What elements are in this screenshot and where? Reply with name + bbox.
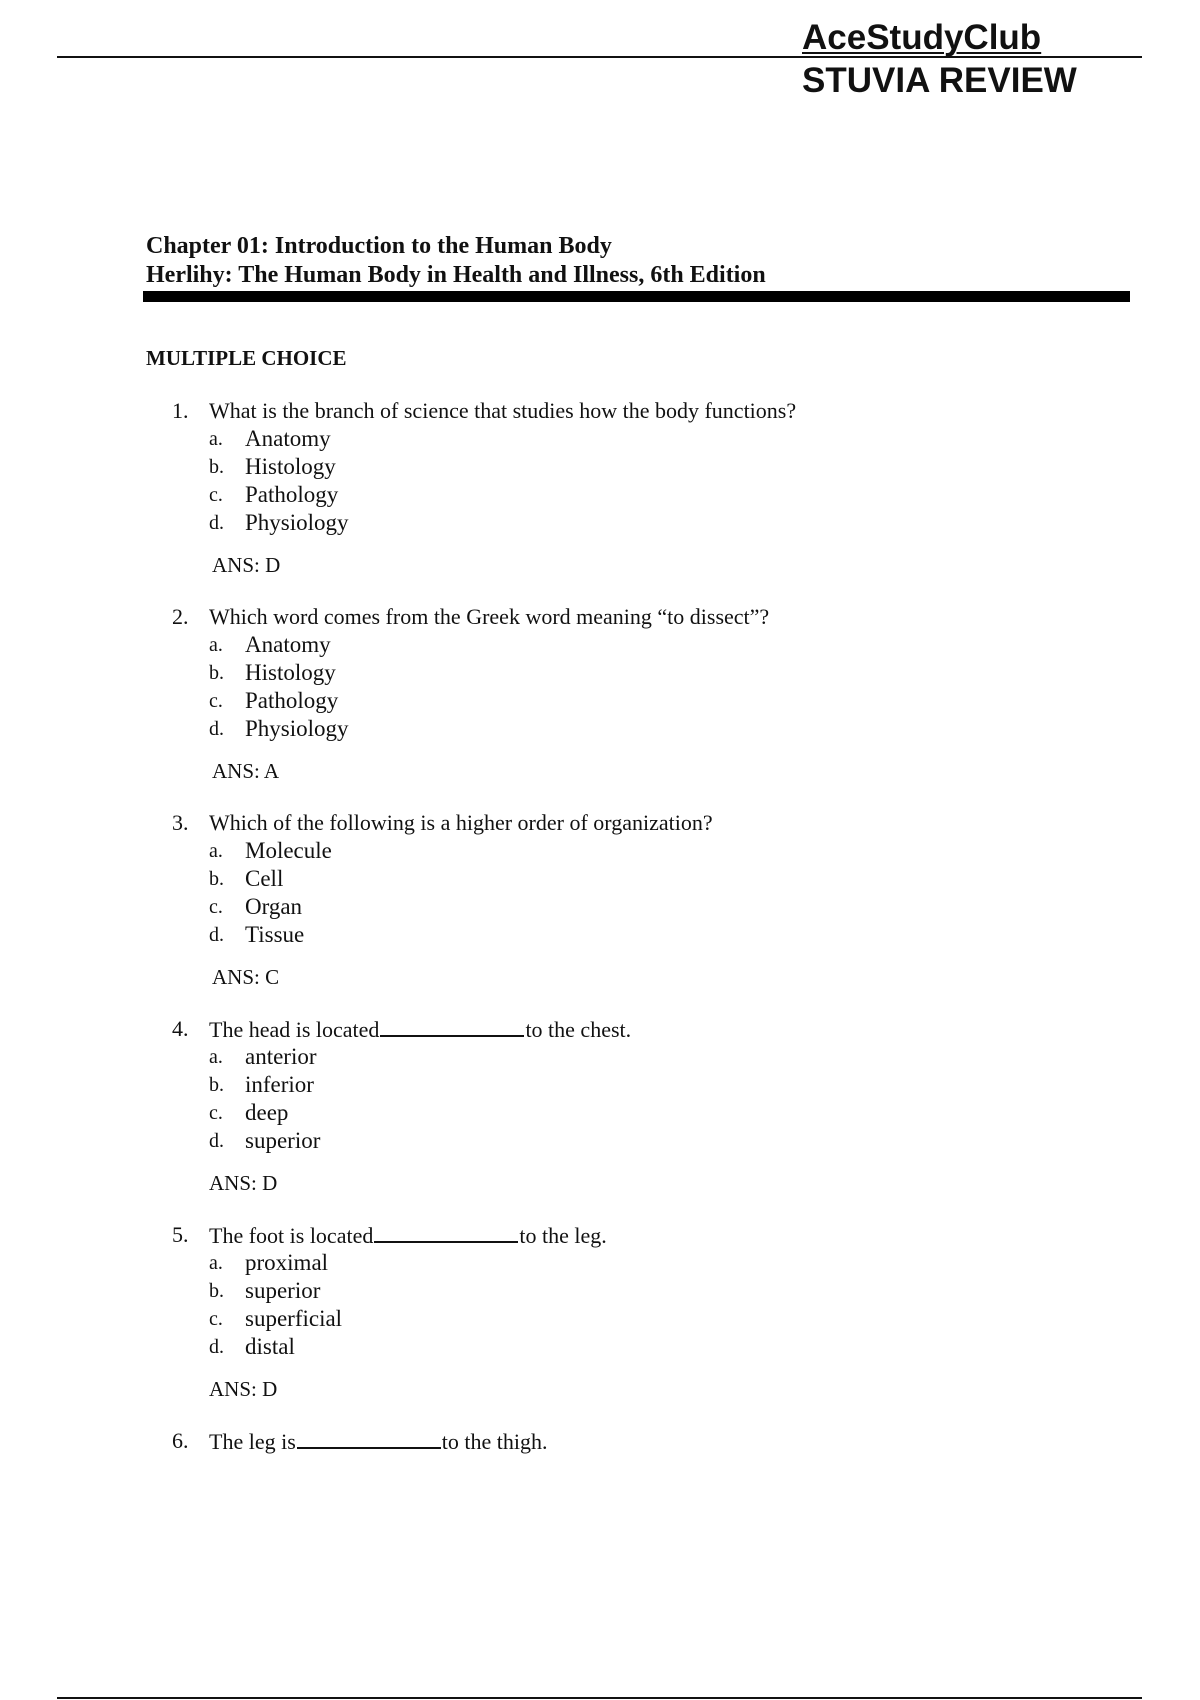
option-text: Pathology <box>245 688 339 713</box>
option-b <box>172 865 1072 893</box>
option-c <box>172 1099 1072 1127</box>
question-text-after: to the leg. <box>519 1223 607 1248</box>
question-stem <box>172 809 1072 837</box>
option-b <box>172 1277 1072 1305</box>
option-letter: b. <box>209 662 224 684</box>
option-letter: d. <box>209 924 224 946</box>
option-text: superior <box>245 1278 321 1303</box>
brand-name: AceStudyClub <box>802 18 1042 57</box>
option-d <box>172 1127 1072 1155</box>
bottom-rule <box>57 1697 1142 1699</box>
option-d <box>172 715 1072 743</box>
option-a <box>172 1043 1072 1071</box>
option-letter: c. <box>209 690 223 712</box>
answer-options <box>172 837 1072 949</box>
answer-options <box>172 1043 1072 1155</box>
question-number: 5. <box>172 1222 189 1247</box>
option-letter: b. <box>209 1074 224 1096</box>
option-letter: d. <box>209 1336 224 1358</box>
brand-subtitle: STUVIA REVIEW <box>802 61 1077 100</box>
question-4 <box>172 1015 1072 1197</box>
option-text: Cell <box>245 866 284 891</box>
question-1 <box>172 397 1072 579</box>
option-b <box>172 1071 1072 1099</box>
question-text-before: The head is located <box>209 1017 380 1042</box>
question-text-before: The leg is <box>209 1429 296 1454</box>
question-number: 4. <box>172 1016 189 1041</box>
option-letter: a. <box>209 428 223 450</box>
book-title: Herlihy: The Human Body in Health and Illness, 6th Edition <box>146 262 766 288</box>
answer-text: ANS: D <box>209 1171 278 1195</box>
answer-options <box>172 1249 1072 1361</box>
answer-options <box>172 425 1072 537</box>
answer-text: ANS: A <box>212 759 280 783</box>
option-a <box>172 837 1072 865</box>
option-letter: c. <box>209 1308 223 1330</box>
option-letter: c. <box>209 896 223 918</box>
option-d <box>172 1333 1072 1361</box>
question-text <box>209 1427 547 1456</box>
option-letter: d. <box>209 718 224 740</box>
answer-text: ANS: D <box>209 1377 278 1401</box>
option-c <box>172 481 1072 509</box>
option-c <box>172 687 1072 715</box>
option-text: anterior <box>245 1044 317 1069</box>
option-letter: d. <box>209 1130 224 1152</box>
option-text: Anatomy <box>245 632 331 657</box>
answer-text: ANS: D <box>212 553 281 577</box>
question-text <box>209 1015 631 1044</box>
answer-key <box>172 551 1072 579</box>
question-3 <box>172 809 1072 991</box>
option-text: Physiology <box>245 716 349 741</box>
option-c <box>172 1305 1072 1333</box>
option-text: Anatomy <box>245 426 331 451</box>
answer-key <box>172 757 1072 785</box>
option-d <box>172 509 1072 537</box>
question-number: 1. <box>172 398 189 423</box>
option-letter: d. <box>209 512 224 534</box>
option-b <box>172 659 1072 687</box>
question-2 <box>172 603 1072 785</box>
brand-block <box>802 20 1077 98</box>
option-d <box>172 921 1072 949</box>
question-text <box>209 1221 607 1250</box>
option-a <box>172 425 1072 453</box>
option-a <box>172 631 1072 659</box>
question-stem <box>172 603 1072 631</box>
question-text-before: The foot is located <box>209 1223 374 1248</box>
question-5 <box>172 1221 1072 1403</box>
option-text: Tissue <box>245 922 305 947</box>
fill-in-blank <box>297 1427 441 1449</box>
document-heading <box>146 232 1130 290</box>
option-a <box>172 1249 1072 1277</box>
option-text: superior <box>245 1128 321 1153</box>
answer-text: ANS: C <box>212 965 280 989</box>
option-letter: a. <box>209 840 223 862</box>
option-c <box>172 893 1072 921</box>
option-letter: a. <box>209 634 223 656</box>
question-number: 2. <box>172 604 189 629</box>
option-text: Molecule <box>245 838 332 863</box>
option-letter: b. <box>209 868 224 890</box>
option-text: deep <box>245 1100 289 1125</box>
question-text: What is the branch of science that studies how the body functions? <box>209 398 797 423</box>
answer-key <box>172 1169 1072 1197</box>
option-text: inferior <box>245 1072 314 1097</box>
heading-divider <box>143 291 1130 302</box>
question-number: 6. <box>172 1428 189 1453</box>
question-stem <box>172 397 1072 425</box>
option-text: Histology <box>245 454 336 479</box>
option-letter: c. <box>209 1102 223 1124</box>
option-text: Pathology <box>245 482 339 507</box>
question-text-after: to the chest. <box>525 1017 632 1042</box>
question-stem <box>172 1427 1072 1455</box>
fill-in-blank <box>380 1015 524 1037</box>
question-text-after: to the thigh. <box>441 1429 548 1454</box>
answer-options <box>172 631 1072 743</box>
question-stem <box>172 1015 1072 1043</box>
question-stem <box>172 1221 1072 1249</box>
option-letter: c. <box>209 484 223 506</box>
answer-key <box>172 963 1072 991</box>
option-text: proximal <box>245 1250 329 1275</box>
question-number: 3. <box>172 810 189 835</box>
section-title: MULTIPLE CHOICE <box>146 346 347 370</box>
answer-key <box>172 1375 1072 1403</box>
question-text: Which word comes from the Greek word meaning “to dissect”? <box>209 604 770 629</box>
option-b <box>172 453 1072 481</box>
option-letter: a. <box>209 1046 223 1068</box>
chapter-title: Chapter 01: Introduction to the Human Body <box>146 233 612 259</box>
option-letter: b. <box>209 1280 224 1302</box>
fill-in-blank <box>374 1221 518 1243</box>
option-text: Histology <box>245 660 336 685</box>
option-text: Organ <box>245 894 303 919</box>
question-6 <box>172 1427 1072 1455</box>
option-letter: a. <box>209 1252 223 1274</box>
option-text: superficial <box>245 1306 343 1331</box>
question-text: Which of the following is a higher order of organization? <box>209 810 713 835</box>
option-text: Physiology <box>245 510 349 535</box>
option-letter: b. <box>209 456 224 478</box>
option-text: distal <box>245 1334 295 1359</box>
